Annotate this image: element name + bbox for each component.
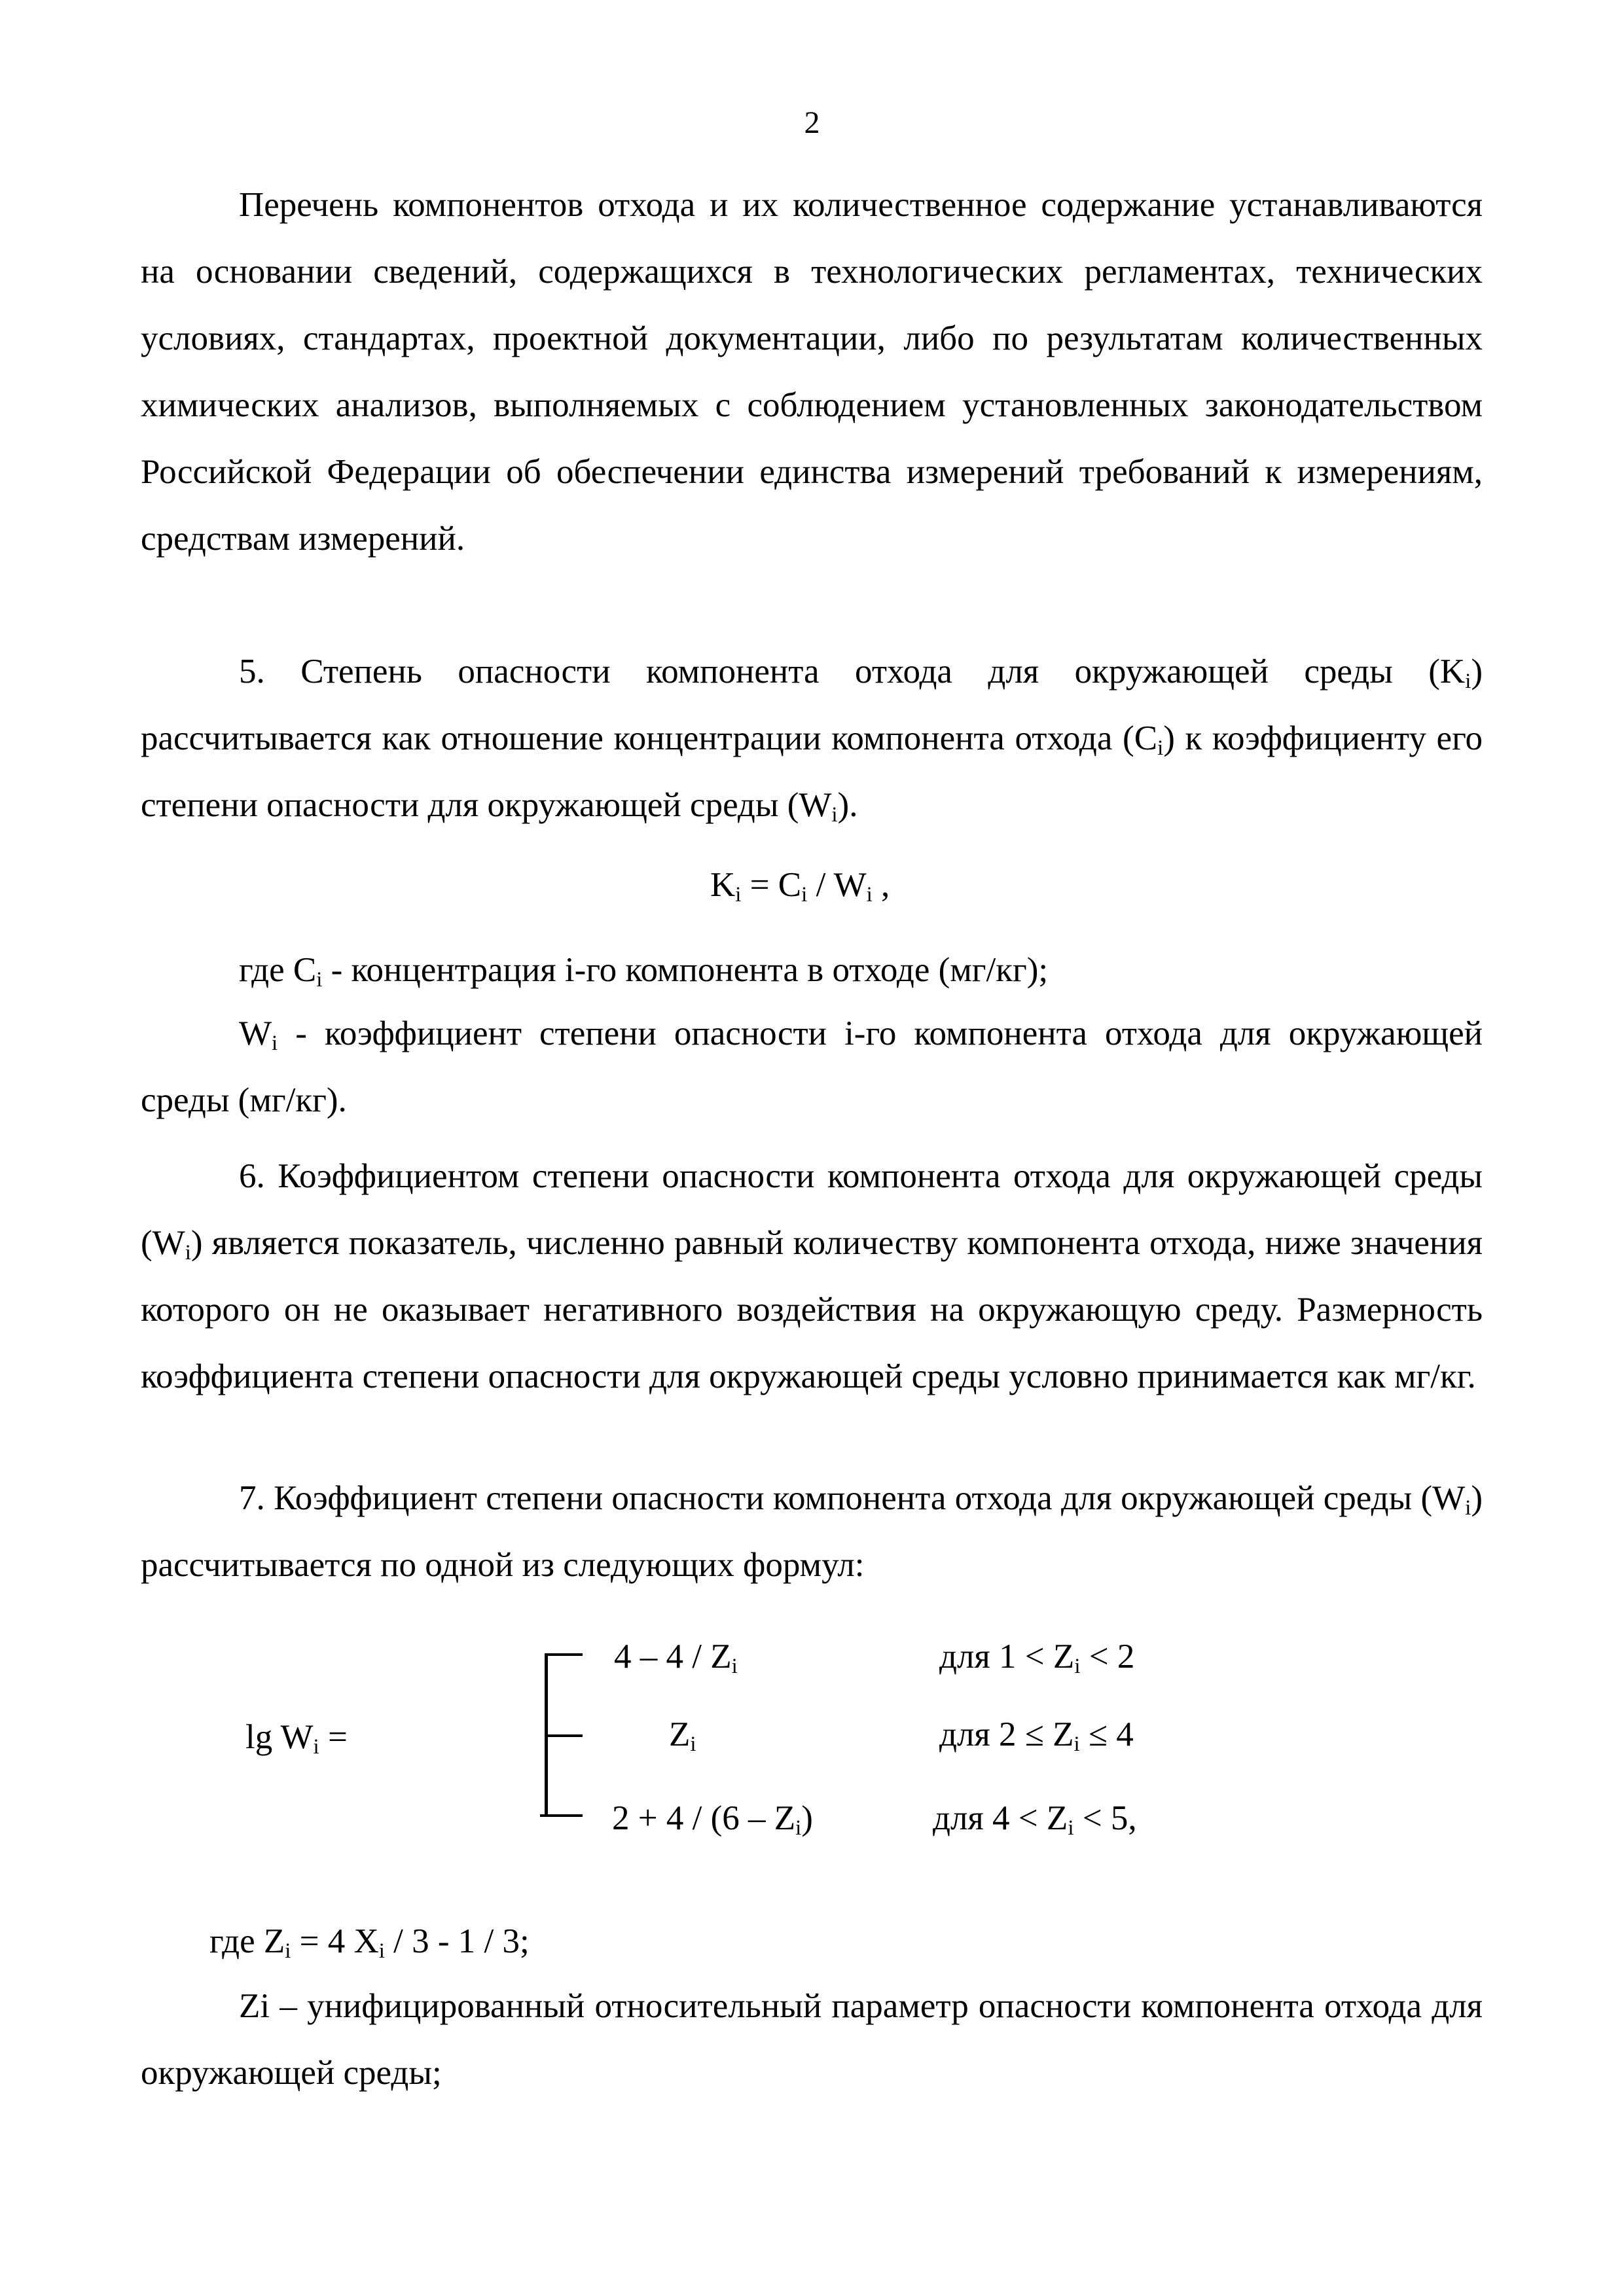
zi-definition: Zi – унифицированный относительный параметр опасности компонента отхода для окружающей среды; xyxy=(141,1987,1483,2092)
paragraph-7: 7. Коэффициент степени опасности компонента отхода для окружающей среды $(W_i)$ рассчитывается по одной из следующих формул: xyxy=(141,1479,1483,1584)
paragraph-6: 6. Коэффициентом степени опасности компонента отхода для окружающей среды $(W_i)$ является показатель, численно равный количеству компонента отхода, ниже значения которого он не оказывает негативного воздействия на окружающую среду. Размерность коэффициента степени опасности для окружающей среды условно принимается как мг/кг. xyxy=(141,1157,1483,1395)
bracket-tick-top xyxy=(545,1653,583,1656)
case1-condition: для $1 < Z_i < 2$ xyxy=(939,1638,1135,1679)
paragraph-5: 5. Степень опасности компонента отхода для окружающей среды $(K_i)$ рассчитывается как отношение концентрации компонента отхода $(C_i)$ к коэффициенту его степени опасности для окружающей среды $(W_i)$. xyxy=(141,653,1483,827)
where-w-paragraph: $W_i$ - коэффициент степени опасности i-го компонента отхода для окружающей среды (мг/кг). xyxy=(141,1014,1483,1119)
case3-condition: для $4 < Z_i < 5$, xyxy=(933,1799,1137,1840)
where-c-line: где $C_i$ - концентрация i-го компонента в отходе (мг/кг); xyxy=(239,951,1049,992)
formula-k: $K_i = C_i / W_i$ , xyxy=(710,866,890,907)
where-z-line: где $Z_i = 4$ $X_i / 3 - 1 / 3$; xyxy=(209,1922,530,1964)
piecewise-lhs: $\lg W_i$ = xyxy=(245,1718,348,1759)
case2-expression: $Z_i$ xyxy=(669,1715,696,1757)
bracket-tick-middle xyxy=(545,1734,583,1737)
paragraph-intro: Перечень компонентов отхода и их количественное содержание устанавливаются на основании сведений, содержащихся в технологических регламентах, технических условиях, стандартах, проектной документации, либо по результатам количественных химических анализов, выполняемых с соблюдением установленных законодательством Российской Федерации об обеспечении единства измерений требований к измерениям, средствам измерений. xyxy=(141,186,1483,558)
page-number: 2 xyxy=(804,105,820,140)
case3-expression: $2 + 4 / (6 - Z_i)$ xyxy=(612,1799,813,1840)
case2-condition: для $2 \le Z_i \le 4$ xyxy=(939,1715,1134,1757)
bracket-tick-bottom xyxy=(540,1814,583,1817)
case1-expression: $4 - 4 / Z_i$ xyxy=(614,1638,738,1679)
